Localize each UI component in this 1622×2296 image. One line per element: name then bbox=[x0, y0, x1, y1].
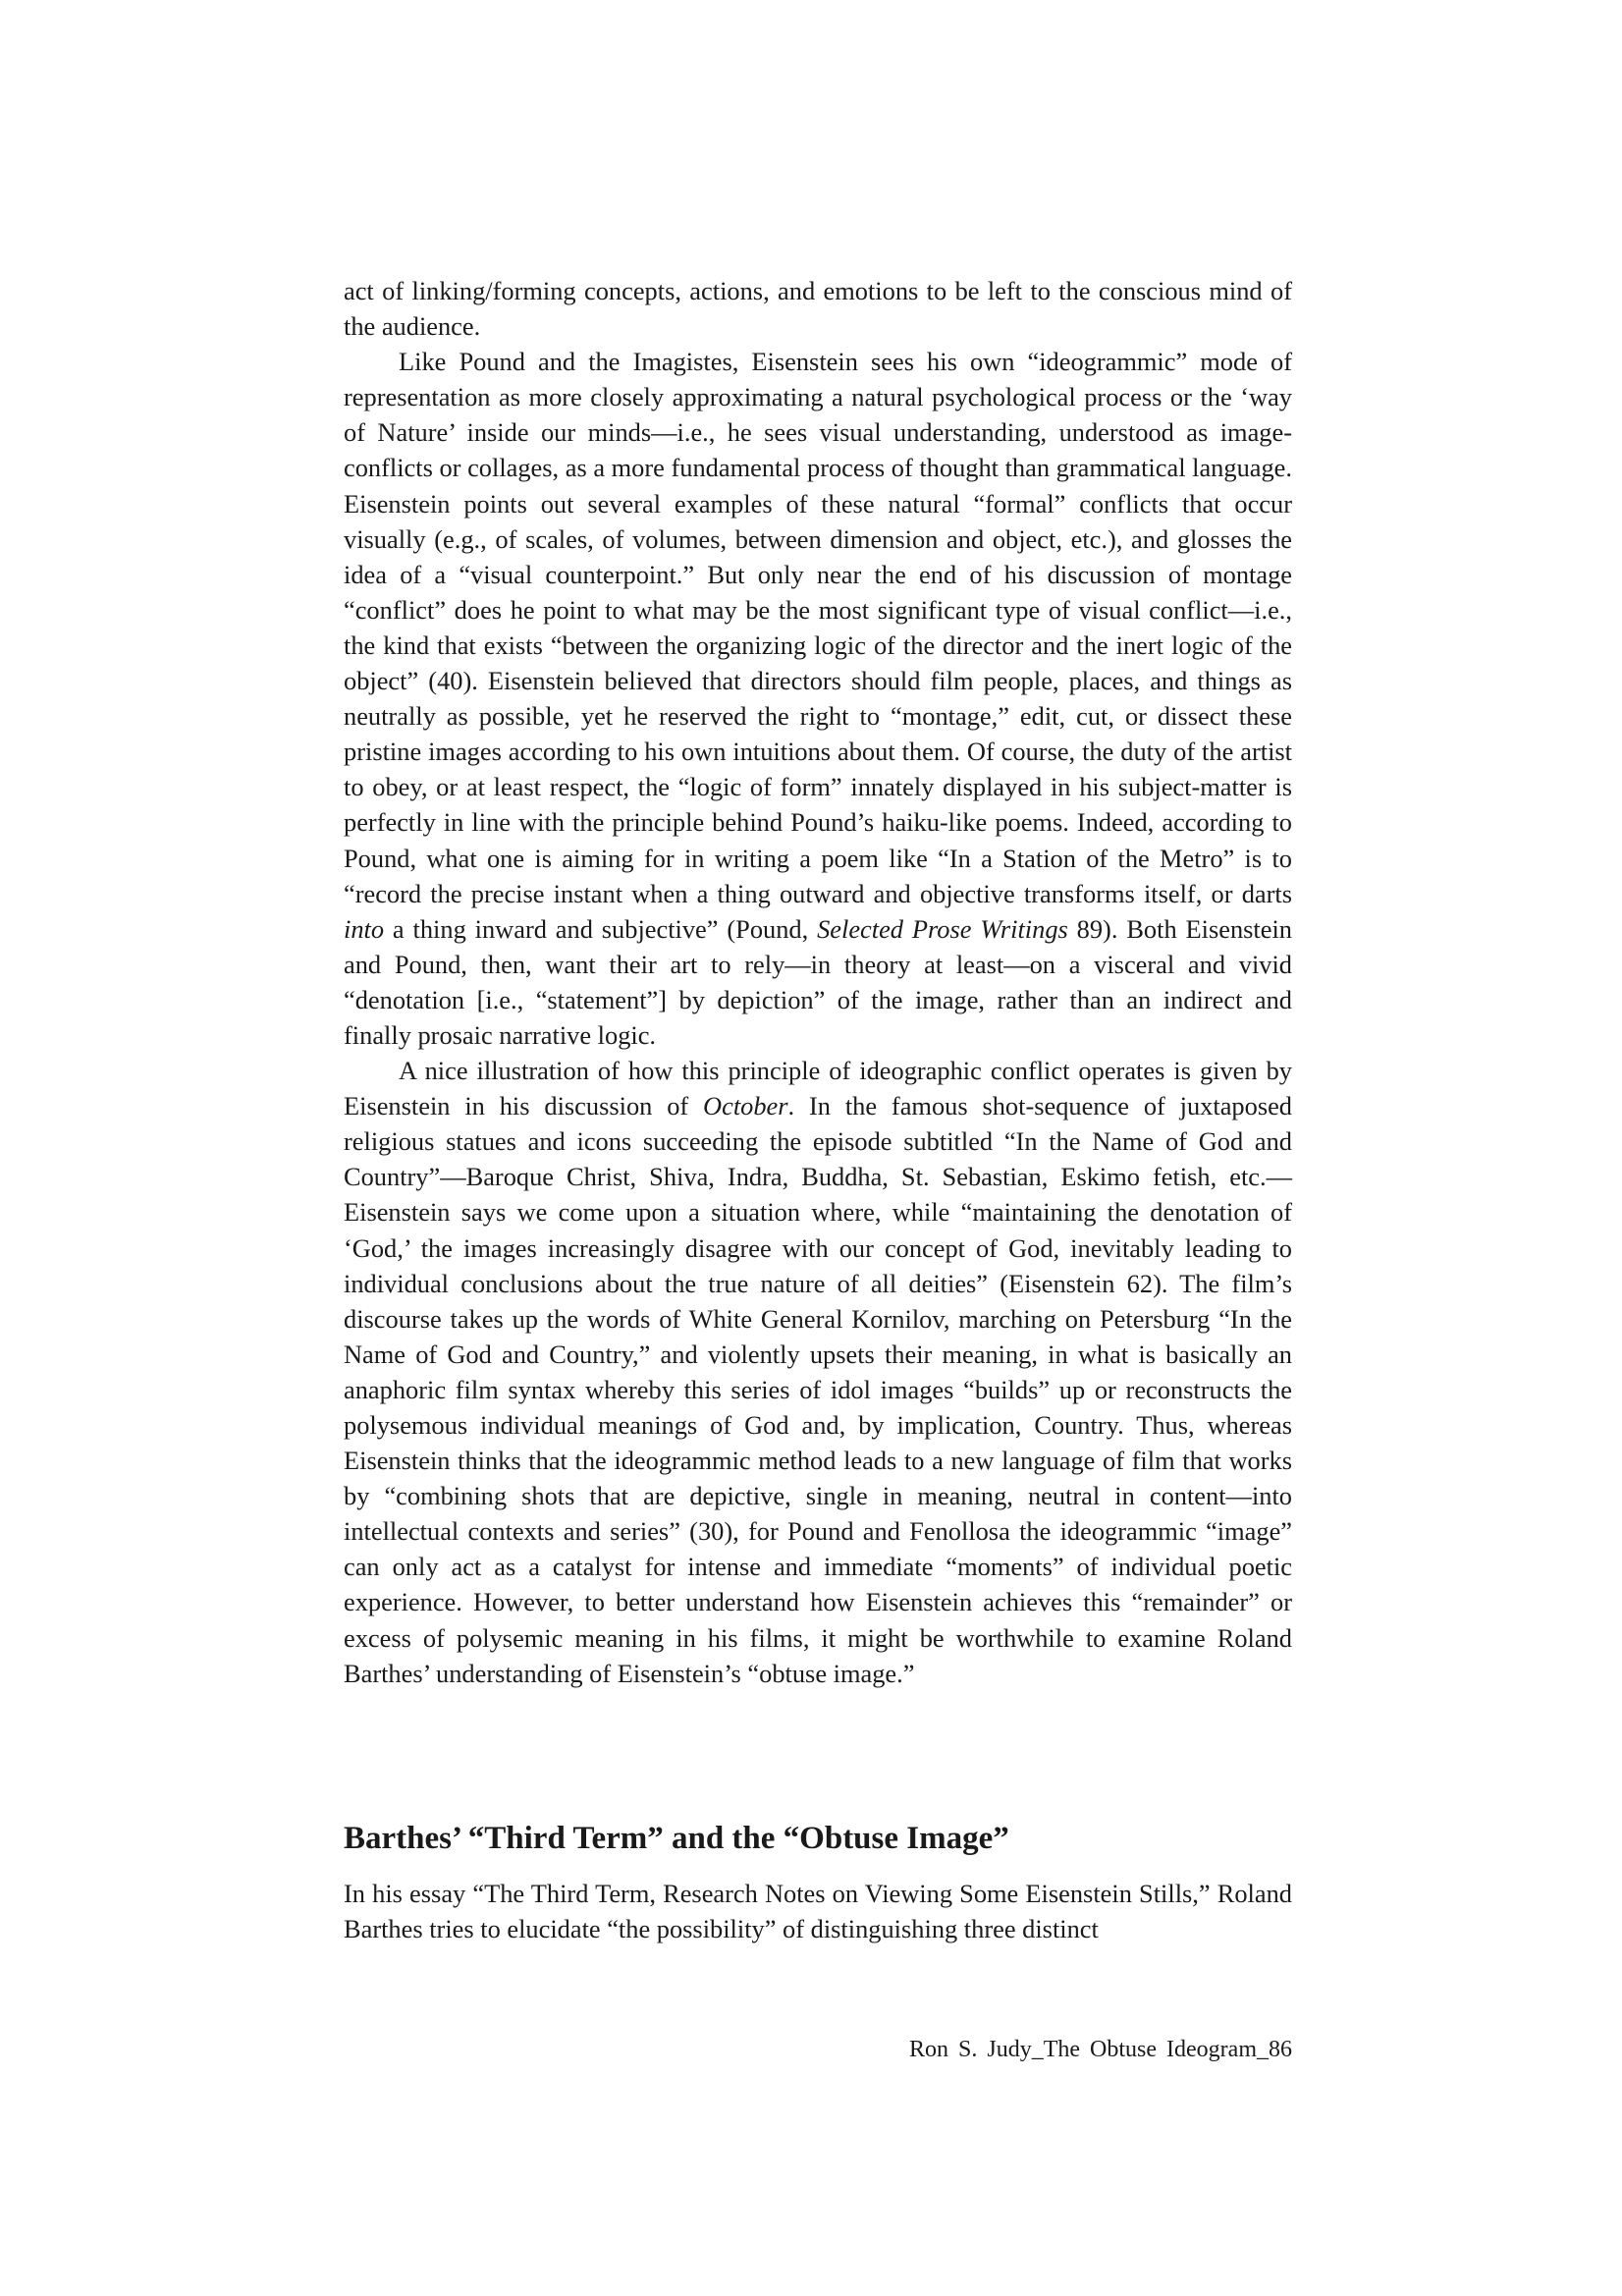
italic-title-run: October bbox=[703, 1091, 788, 1121]
paragraph-third-term: In his essay “The Third Term, Research Notes on Viewing Some Eisenstein Stills,” Roland Barthes tries to elucidate “the possibility” of distinguishing three distinct bbox=[344, 1879, 1292, 1944]
body-text bbox=[344, 273, 1292, 1691]
paragraph-continuation: act of linking/forming concepts, actions, and emotions to be left to the conscious mind of the audience. bbox=[344, 276, 1292, 342]
section-body-text bbox=[344, 1876, 1292, 1946]
text-run: Like Pound and the Imagistes, Eisenstein sees his own “ideogrammic” mode of representation as more closely approximating a natural psychological process or the ‘way of Nature’ inside our minds—i.e., he sees visual understanding, understood as image-conflicts or collages, as a more fundamental process of thought than grammatical language. Eisenstein points out several examples of these natural “formal” conflicts that occur visually (e.g., of scales, of volumes, between dimension and object, etc.), and glosses the idea of a “visual counterpoint.” But only near the end of his discussion of montage “conflict” does he point to what may be the most significant type of visual conflict—i.e., the kind that exists “between the organizing logic of the director and the inert logic of the object” (40). Eisenstein believed that directors should film people, places, and things as neutrally as possible, yet he reserved the right to “montage,” edit, cut, or dissect these pristine images according to his own intuitions about them. Of course, the duty of the artist to obey, or at least respect, the “logic of form” innately displayed in his subject-matter is perfectly in line with the principle behind Pound’s haiku-like poems. Indeed, according to Pound, what one is aiming for in writing a poem like “In a Station of the Metro” is to “record the precise instant when a thing outward and objective transforms itself, or darts bbox=[344, 347, 1292, 908]
text-run: a thing inward and subjective” (Pound, bbox=[384, 913, 818, 944]
text-run: 89). Both Eisenstein and Pound, then, want their art to rely—in theory at least—on a visceral and vivid “denotation [i.e., “statement”] by depiction” of the image, rather than an indirect and finally prosaic narrative logic. bbox=[344, 913, 1292, 1050]
paragraph-pound-eisenstein bbox=[344, 344, 1292, 1053]
text-run: A nice illustration of how this principle of ideographic conflict operates is given by Eisenstein in his discussion of bbox=[344, 1056, 1292, 1121]
italic-text-run: into bbox=[344, 913, 385, 944]
running-footer: Ron S. Judy_The Obtuse Ideogram_86 bbox=[909, 2037, 1292, 2062]
section-heading: Barthes’ “Third Term” and the “Obtuse Image” bbox=[344, 1821, 1009, 1856]
paragraph-october bbox=[344, 1053, 1292, 1691]
text-run: . In the famous shot-sequence of juxtaposed religious statues and icons succeeding the episode subtitled “In the Name of God and Country”—Baroque Christ, Shiva, Indra, Buddha, St. Sebastian, Eskimo fetish, etc.—Eisenstein says we come upon a situation where, while “maintaining the denotation of ‘God,’ the images increasingly disagree with our concept of God, inevitably leading to individual conclusions about the true nature of all deities” (Eisenstein 62). The film’s discourse takes up the words of White General Kornilov, marching on Petersburg “In the Name of God and Country,” and violently upsets their meaning, in what is basically an anaphoric film syntax whereby this series of idol images “builds” up or reconstructs the polysemous individual meanings of God and, by implication, Country. Thus, whereas Eisenstein thinks that the ideogrammic method leads to a new language of film that works by “combining shots that are depictive, single in meaning, neutral in content—into intellectual contexts and series” (30), for Pound and Fenollosa the ideogrammic “image” can only act as a catalyst for intense and immediate “moments” of individual poetic experience. However, to better understand how Eisenstein achieves this “remainder” or excess of polysemic meaning in his films, it might be worthwhile to examine Roland Barthes’ understanding of Eisenstein’s “obtuse image.” bbox=[344, 1091, 1292, 1688]
italic-title-run: Selected Prose Writings bbox=[817, 913, 1068, 944]
